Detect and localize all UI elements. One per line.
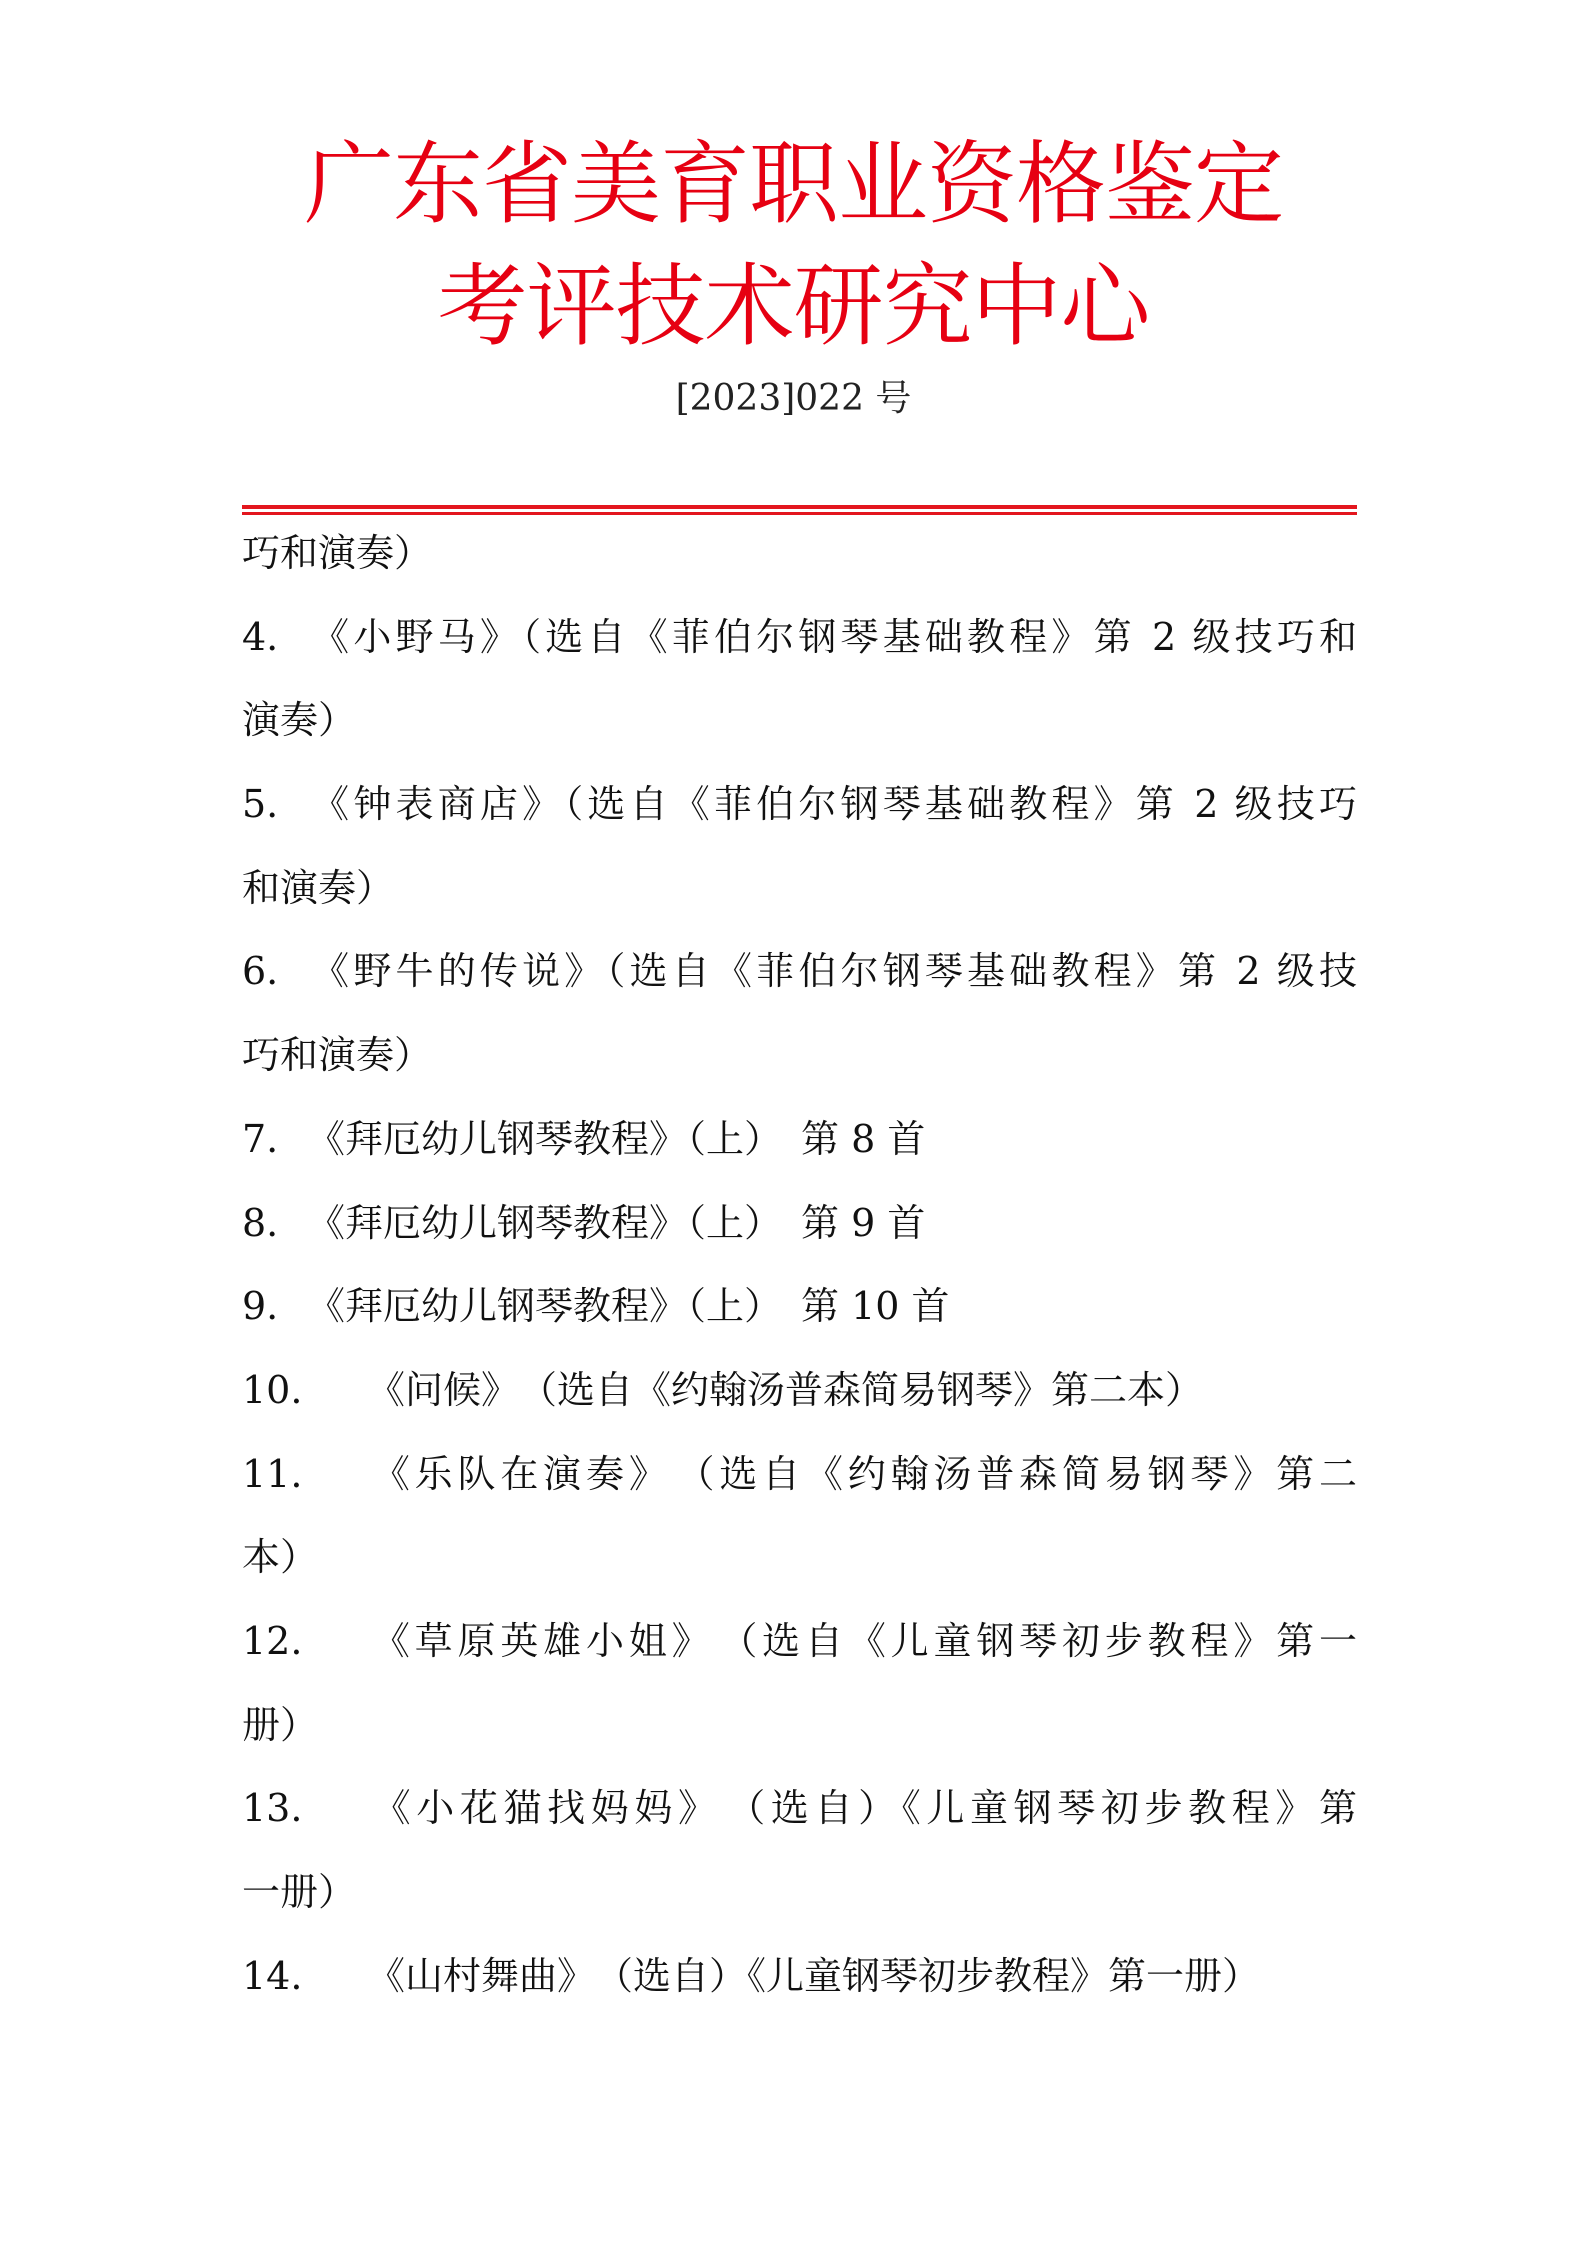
item-text: 《拜厄幼儿钢琴教程》（上） 第 10 首	[307, 1284, 950, 1329]
list-item-line	[242, 1935, 1357, 2019]
list-item-line	[242, 1349, 1357, 1433]
item-number: 12.	[242, 1618, 303, 1663]
item-number: 7.	[242, 1116, 279, 1161]
list-item-line	[242, 847, 1357, 931]
list-item-line	[242, 1600, 1357, 1684]
document-body	[242, 512, 1357, 2018]
list-item-line	[242, 1182, 1357, 1266]
item-number: 6.	[242, 949, 279, 994]
list-item-line	[242, 1516, 1357, 1600]
org-title-line2: 考评技术研究中心	[437, 254, 1150, 359]
item-text: 《野牛的传说》（选自《菲伯尔钢琴基础教程》第 2 级技	[307, 949, 1357, 994]
item-text: 《小花猫找妈妈》 （选自）《儿童钢琴初步教程》第	[367, 1786, 1357, 1831]
list-item-line	[242, 1433, 1357, 1517]
list-item-line	[242, 1265, 1357, 1349]
list-item-line	[242, 930, 1357, 1014]
item-number: 14.	[242, 1953, 303, 1998]
item-number: 10.	[242, 1367, 303, 1412]
item-text: 《拜厄幼儿钢琴教程》（上） 第 9 首	[307, 1200, 926, 1245]
list-item-line	[242, 596, 1357, 680]
item-text: 和演奏）	[242, 865, 395, 910]
list-item-line	[242, 1014, 1357, 1098]
item-text: 《草原英雄小姐》 （选自《儿童钢琴初步教程》第一	[367, 1618, 1357, 1663]
list-item-line	[242, 1851, 1357, 1935]
item-text: 巧和演奏）	[242, 1033, 433, 1078]
item-text: 本）	[242, 1535, 319, 1580]
item-text: 一册）	[242, 1870, 357, 1914]
item-text: 演奏）	[242, 698, 357, 743]
item-number: 4.	[242, 614, 279, 659]
item-text: 《山村舞曲》 （选自）《儿童钢琴初步教程》第一册）	[367, 1953, 1261, 1998]
item-text: 册）	[242, 1702, 319, 1747]
item-number: 13.	[242, 1786, 303, 1831]
item-text: 《乐队在演奏》 （选自《约翰汤普森简易钢琴》第二	[367, 1451, 1357, 1496]
item-number: 8.	[242, 1200, 279, 1245]
item-number: 5.	[242, 782, 279, 827]
list-item-line	[242, 679, 1357, 763]
continuation-line: 巧和演奏）	[242, 531, 433, 575]
item-text: 《小野马》（选自《菲伯尔钢琴基础教程》第 2 级技巧和	[307, 614, 1357, 659]
list-item-line	[242, 763, 1357, 847]
red-divider-thick	[242, 505, 1357, 509]
document-number: [2023]022 号	[675, 378, 912, 419]
org-title-line1: 广东省美育职业资格鉴定	[304, 132, 1283, 237]
list-item-line	[242, 1098, 1357, 1182]
item-number: 11.	[242, 1451, 303, 1496]
item-text: 《拜厄幼儿钢琴教程》（上） 第 8 首	[307, 1116, 926, 1161]
item-text: 《钟表商店》（选自《菲伯尔钢琴基础教程》第 2 级技巧	[307, 782, 1357, 827]
item-number: 9.	[242, 1284, 279, 1329]
list-item-line	[242, 1684, 1357, 1768]
item-text: 《问候》 （选自《约翰汤普森简易钢琴》第二本）	[367, 1367, 1204, 1412]
list-item-line	[242, 1767, 1357, 1851]
